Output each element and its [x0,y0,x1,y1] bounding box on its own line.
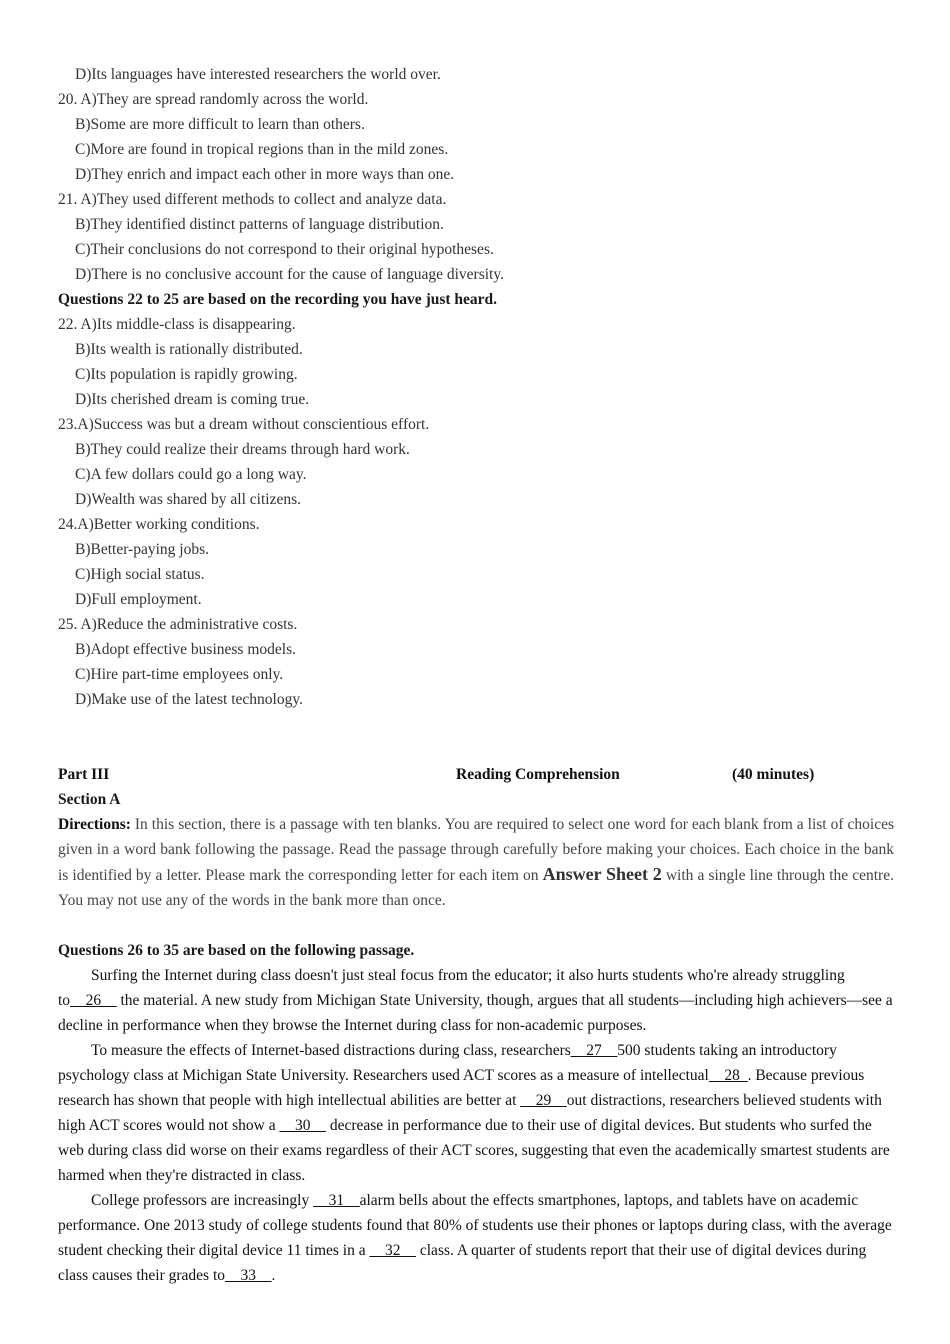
passage-text: out distractions, researchers believed students with high ACT scores would not show a [58,1092,882,1134]
blank-31: __31__ [313,1192,360,1209]
q21-option-a: 21. A)They used different methods to collect and analyze data. [58,191,447,208]
blank-27: __27__ [570,1042,618,1059]
passage-text: the material. A new study from Michigan State University, though, argues that all students—including high achievers—see a decline in performance when they browse the Internet during class for non-academic purposes. [58,992,893,1034]
q20-option-a: 20. A)They are spread randomly across the world. [58,91,369,108]
q24-option-d: D)Full employment. [75,591,202,608]
directions-label: Directions: [58,816,131,833]
section-label: Section A [58,791,121,808]
passage-text: . Because previous research has shown that people with high intellectual abilities are better at [58,1067,865,1109]
q20-option-b: B)Some are more difficult to learn than others. [75,116,365,133]
q20-option-d: D)They enrich and impact each other in more ways than one. [75,166,455,183]
blank-32: __32__ [369,1242,416,1259]
q25-option-d: D)Make use of the latest technology. [75,691,303,708]
passage-paragraph-3 [58,1188,894,1288]
passage-text: alarm bells about the effects smartphones, laptops, and tablets have on academic performance. One 2013 study of college students found that 80% of students use their phones or laptops during class, with the average student checking their digital device 11 times in a [58,1192,892,1259]
part-title: Reading Comprehension [456,766,620,783]
passage-paragraph-1 [58,963,894,1038]
part-label: Part III [58,766,110,783]
q21-option-c: C)Their conclusions do not correspond to their original hypotheses. [75,241,494,258]
passage-text: decrease in performance due to their use of digital devices. But students who surfed the web during class did worse on their exams regardless of their ACT scores, suggesting that even the academically smartest students are harmed when they're distracted in class. [58,1117,890,1184]
passage-paragraph-2 [58,1038,894,1188]
passage-text: 500 students taking an introductory psychology class at Michigan State University. Researchers used ACT scores as a measure of intellectual [58,1042,837,1084]
directions-text: In this section, there is a passage with ten blanks. You are required to select one word for each blank from a list of choices given in a word bank following the passage. Read the passage through carefully before making your choices. Each choice in the bank is identified by a letter. Please mark the corresponding letter for each item on [58,816,894,884]
q23-option-b: B)They could realize their dreams through hard work. [75,441,410,458]
q23-option-c: C)A few dollars could go a long way. [75,466,307,483]
directions-text-end: with a single line through the centre. You may not use any of the words in the bank more than once. [58,867,894,909]
blank-29: __29__ [520,1092,567,1109]
q23-option-a: 23.A)Success was but a dream without conscientious effort. [58,416,430,433]
q25-option-a: 25. A)Reduce the administrative costs. [58,616,298,633]
q20-option-c: C)More are found in tropical regions than in the mild zones. [75,141,449,158]
q24-option-a: 24.A)Better working conditions. [58,516,260,533]
exam-page [58,62,894,1288]
q21-option-d: D)There is no conclusive account for the cause of language diversity. [75,266,504,283]
passage-text: College professors are increasingly [91,1192,314,1209]
blank-33: __33__ [225,1267,272,1284]
part-header [58,762,894,787]
q22-option-a: 22. A)Its middle-class is disappearing. [58,316,296,333]
q24-option-c: C)High social status. [75,566,205,583]
questions-26-35-heading: Questions 26 to 35 are based on the following passage. [58,942,415,959]
q25-option-c: C)Hire part-time employees only. [75,666,284,683]
blank-26: __26__ [70,992,117,1009]
q19-option-d: D)Its languages have interested researchers the world over. [75,66,441,83]
part-time: (40 minutes) [732,766,815,783]
passage-text: Surfing the Internet during class doesn't just steal focus from the educator; it also hurts students who're already struggling to [58,967,845,1009]
spacer [58,712,894,762]
passage-text: To measure the effects of Internet-based distractions during class, researchers [91,1042,571,1059]
q22-option-b: B)Its wealth is rationally distributed. [75,341,303,358]
passage-text: class. A quarter of students report that their use of digital devices during class causes their grades to [58,1242,867,1284]
q24-option-b: B)Better-paying jobs. [75,541,209,558]
blank-30: __30__ [279,1117,326,1134]
q22-option-c: C)Its population is rapidly growing. [75,366,298,383]
blank-28: 28_ [708,1067,748,1084]
spacer [58,913,894,938]
answer-sheet-label: Answer Sheet 2 [542,864,662,884]
passage-text: . [271,1267,276,1284]
directions [58,812,894,913]
q25-option-b: B)Adopt effective business models. [75,641,296,658]
q23-option-d: D)Wealth was shared by all citizens. [75,491,302,508]
q21-option-b: B)They identified distinct patterns of language distribution. [75,216,444,233]
q22-option-d: D)Its cherished dream is coming true. [75,391,310,408]
questions-22-25-heading: Questions 22 to 25 are based on the recording you have just heard. [58,291,498,308]
